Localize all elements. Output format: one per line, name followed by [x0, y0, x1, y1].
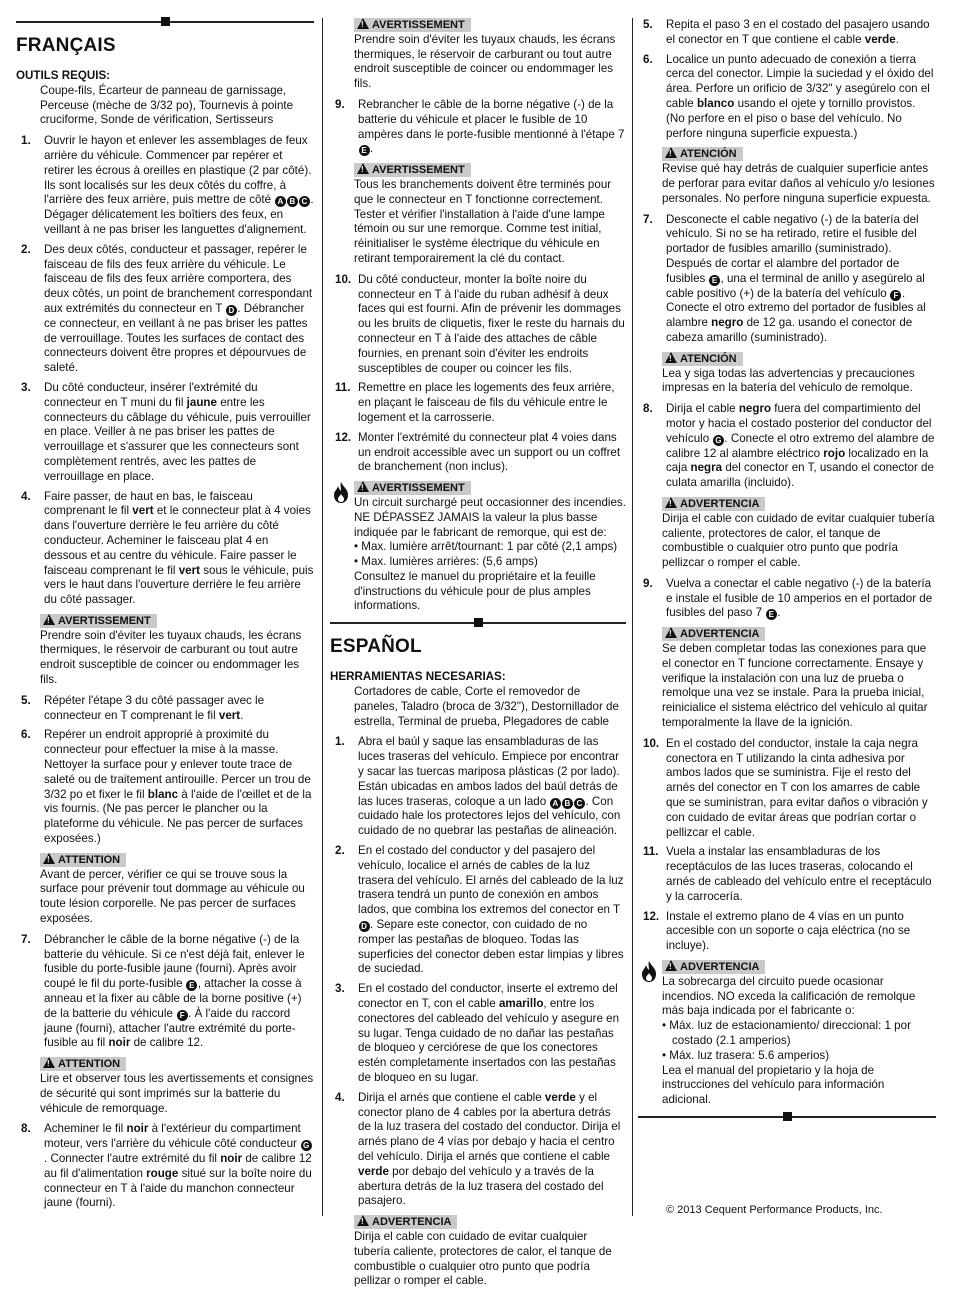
warning-icon: [665, 352, 677, 363]
warning-box: !AVERTISSEMENT Tous les branchements doivent être terminés pour que le connecteur en T fonctionne correctement. Tester et vérifier l'installation à l'aide d'une lampe témoin ou sur une remorque. Comme test initial, réinitialiser le système électrique du véhicule en retirant temporairement la clé du contact.: [354, 163, 626, 267]
step-10: 10. En el costado del conductor, instale la caja negra conectora en T utilizando la cinta adhesiva por ambos lados que se suministra. Fije el resto del arnés del conector en T con los amarres de cable que se suministran, para evitar daños o vibración y con cuidado de evitar áreas que podrían cortar o pellizcar el cable.: [643, 736, 928, 839]
step-9: 9. Rebrancher le câble de la borne négative (-) de la batterie du véhicule et placer le fusible de 10 ampères dans le porte-fusible mentionné à l'étape 7 E .: [335, 97, 625, 156]
step-11: 11. Vuela a instalar las ensambladuras de los receptáculos de las luces traseras, colocando el arnés de cableado del vehículo entre el receptáculo y la carrocería.: [643, 845, 932, 903]
warning-icon: [665, 627, 677, 638]
callout-g-icon: G: [713, 435, 724, 446]
tools-heading: OUTILS REQUIS:: [16, 69, 111, 82]
warning-icon: [43, 853, 55, 864]
step-3: 3. En el costado del conductor, inserte el extremo del conector en T, con el cable amarillo, entre los conectores del cableado del vehículo y asegure en su lugar. Tenga cuidado de no dañar las pestañas de bloqueo y cerciórese de que los conectores estén completamente insertados con las pestañas de bloqueo en su lugar.: [335, 982, 620, 1084]
warning-icon: [357, 18, 369, 29]
step-12: 12. Monter l'extrémité du connecteur plat 4 voies dans un endroit accessible avec un support ou un coffret de branchement (non inclus).: [335, 430, 621, 474]
step-10: 10. Du côté conducteur, monter la boîte noire du connecteur en T à l'aide du ruban adhésif à deux faces qui est fourni. Afin de prévenir les dommages ou les bruits de cliquetis, fixer le reste du harnais du connecteur en T à l'aide des attaches de câble fournies, en prenant soin d'éviter les endroits susceptibles de couper ou coincer les fils.: [335, 272, 625, 375]
step-11: 11. Remettre en place les logements des feux arrière, en plaçant le faisceau de fils du véhicule entre le logement et la carrosserie.: [335, 381, 615, 424]
callout-e-icon: E: [359, 145, 370, 156]
step-9: 9. Vuelva a conectar el cable negativo (-) de la batería e instale el fusible de 10 amperios en el portador de fusibles del paso 7 E .: [643, 576, 933, 620]
section-rule: [330, 622, 626, 624]
step-4: 4. Dirija el arnés que contiene el cable verde y el conector plano de 4 cables por la abertura detrás de la luz trasera del costado del conductor. Dirija el arnés plano de 4 vías por debajo y hacia el centro del vehículo. Dirija el arnés que contiene el cable verde por debajo del vehículo y a través de la abertura detrás de la luz trasera del costado del pasajero.: [335, 1090, 621, 1208]
step-5: 5. Répéter l'étape 3 du côté passager avec le connecteur en T comprenant le fil vert.: [21, 693, 265, 722]
fire-warning-box: !ADVERTENCIA La sobrecarga del circuito puede ocasionar incendios. NO exceda la calificación de remolque más baja indicada por el fabricante o: • Máx. luz de estacionamiento/ direccional: 1 por costado (2.1 amperios) • Máx. luz trasera: 5.6 amperios) Lea el manual del propietario y la hoja de instrucciones del vehículo para información adicional.: [662, 960, 936, 1108]
fire-warning-box: !AVERTISSEMENT Un circuit surchargé peut occasionner des incendies. NE DÉPASSEZ JAMAIS la valeur la plus basse indiquée par le fabricant de remorque, qui est de: • Max. lumière arrêt/tournant: 1 par côté (2,1 amps) • Max. lumières arrières: (5,6 amps) Consultez le manuel du propriétaire et la feuille d'instructions du véhicule pour de plus amples informations.: [354, 481, 626, 614]
warning-icon: [665, 497, 677, 508]
steps-list-spanish: [330, 735, 626, 1209]
callout-f-icon: F: [890, 290, 901, 301]
step-6: 6. Repérer un endroit approprié à proximité du connecteur pour effectuer la mise à la masse. Nettoyer la surface pour y enlever toute trace de saleté ou de traitement antirouille. Percer un trou de 3/32 po et fixer le fil blanc à l'aide de l'œillet et de la vis fournis. (Ne pas percer le plancher ou la plateforme du véhicule. Ne pas percer de surfaces exposées.): [21, 728, 312, 846]
callout-g-icon: G: [301, 1140, 312, 1151]
fire-icon: [638, 960, 660, 984]
tools-heading: HERRAMIENTAS NECESARIAS:: [330, 670, 506, 684]
tools-list: Cortadores de cable, Corte el removedor de paneles, Taladro (broca de 3/32"), Destornillador de estrella, Terminal de prueba, Plegadores de cable: [354, 685, 619, 728]
step-8: 8. Acheminer le fil noir à l'extérieur du compartiment moteur, vers l'arrière du véhicule côté conducteur G. Connecter l'autre extrémité du fil noir de calibre 12 au fil d'alimentation rouge situé sur la boîte noire du connecteur en T à l'aide du manchon connecteur jaune (fourni).: [21, 1122, 312, 1210]
callout-c-icon: C: [574, 798, 585, 809]
step-1: 1. Ouvrir le hayon et enlever les assemblages de feux arrière du véhicule. Commencer par repérer et retirer les écrous à oreilles en plastique (2 par côté). Ils sont localisés sur les deux côtés du coffre, à l'arrière des feux arrière, puis mettre de côté A B C . Dégager délicatement les boîtiers des feux, en veillant à ne pas briser les languettes d'alignement.: [21, 134, 314, 236]
section-title-french: FRANÇAIS: [16, 35, 116, 56]
section-rule: [16, 21, 314, 23]
step-4: 4. Faire passer, de haut en bas, le faisceau comprenant le fil vert et le connecteur plat à 4 voies dans l'ouverture derrière le feu arrière du côté conducteur. Acheminer le faisceau plat 4 en dessous et au centre du véhicule. Faire passer le faisceau comprenant le fil vert sous le véhicule, puis vers le haut dans l'ouverture derrière le feu arrière du côté passager.: [21, 489, 314, 607]
column-3: [638, 0, 936, 1235]
attention-box: !ATENCIÓN Lea y siga todas las advertencias y precauciones impresas en la batería del vehículo de remolque.: [662, 352, 936, 396]
warning-icon: [43, 1057, 55, 1068]
step-12: 12. Instale el extremo plano de 4 vías en un punto accesible con un soporte o caja eléctrica (no se incluye).: [643, 909, 911, 953]
fire-icon: [330, 481, 352, 505]
warning-icon: [357, 481, 369, 492]
attention-box: !ATENCIÓN Revise qué hay detrás de cualquier superficie antes de perforar para evitar daños al vehículo y/o lesiones personales. No perfore ninguna superficie expuesta.: [662, 147, 936, 206]
column-1: [16, 0, 314, 1235]
attention-box: !ATTENTION Avant de percer, vérifier ce qui se trouve sous la surface pour prévenir tout dommage au véhicule ou toute lésion corporelle. Ne pas percer de surfaces exposées.: [40, 853, 314, 927]
callout-a-icon: A: [275, 196, 286, 207]
column-2: [330, 0, 626, 1288]
callout-c-icon: C: [299, 196, 310, 207]
callout-a-icon: A: [550, 798, 561, 809]
warning-box: !AVERTISSEMENT Prendre soin d'éviter les tuyaux chauds, les écrans thermiques, le réservoir de carburant ou tout autre endroit susceptible de coincer ou endommager les fils.: [354, 18, 626, 92]
tools-list: Coupe-fils, Écarteur de panneau de garnissage, Perceuse (mèche de 3/32 po), Tournevis à pointe cruciforme, Sonde de vérification, Sertisseurs: [40, 83, 294, 127]
warning-icon: [357, 1215, 369, 1226]
warning-icon: [43, 614, 55, 625]
callout-b-icon: B: [562, 798, 573, 809]
callout-d-icon: D: [359, 921, 370, 932]
column-divider-1: [322, 18, 323, 1216]
warning-icon: [357, 163, 369, 174]
callout-b-icon: B: [287, 196, 298, 207]
callout-e-icon: E: [709, 275, 720, 286]
section-rule: [638, 1116, 936, 1118]
callout-d-icon: D: [226, 305, 237, 316]
warning-box: !ADVERTENCIA Dirija el cable con cuidado de evitar cualquier tubería caliente, protectores de calor, el tanque de combustible o cualquier otro punto que podría pellizar o romper el cable.: [354, 1215, 626, 1289]
warning-box: !ADVERTENCIA Se deben completar todas las conexiones para que el conector en T funcione correctamente. Ensaye y verifique la instalación con una luz de prueba o remolque una vez se instale. Para la prueba inicial, reinicialice el sistema eléctrico del vehículo al quitar temporalmente la llave de la ignición.: [662, 627, 936, 731]
column-divider-2: [632, 18, 633, 1216]
step-7: 7. Desconecte el cable negativo (-) de la batería del vehículo. Si no se ha retirado, retire el fusible del portador de fusibles amarillo (suministrado). Después de cortar el alambre del portador de fusibles E , una el terminal de anillo y asegúrelo al cable positivo (+) de la batería del vehículo F . Conecte el otro extremo del portador de fusibles al alambre negro de 12 ga. usando el conector de cabeza amarillo (suministrado).: [643, 212, 926, 344]
step-6: 6. Localice un punto adecuado de conexión a tierra cerca del conector. Limpie la suciedad y el óxido del área. Perfore un orificio de 3/32" y asegúrelo con el cable blanco usando el ojete y tornillo provistos. (No perfore en el piso o base del vehículo. No perfore ninguna superficie expuesta.): [643, 52, 934, 140]
step-7: 7. Débrancher le câble de la borne négative (-) de la batterie du véhicule. Si ce n'est déjà fait, enlever le fusible du porte-fusible jaune (fourni). Après avoir coupé le fil du porte-fusible E , attacher la cosse à anneau et la fixer au câble de la borne positive (+) de la batterie du véhicule F . À l'aide du raccord jaune (fourni), attacher l'autre extrémité du porte-fusible au fil noir de calibre 12.: [21, 932, 305, 1050]
callout-e-icon: E: [766, 609, 777, 620]
section-title-spanish: ESPAÑOL: [330, 636, 422, 658]
step-1: 1. Abra el baúl y saque las ensambladuras de las luces traseras del vehículo. Empiece por encontrar y sacar las tuercas mariposa plásticas (2 por lado). Están ubicadas en ambos lados del baúl detrás de las luces traseras, coloque a un lado A B C . Con cuidado hale los protectores lejos del vehículo, con cuidado de no quebrar las pestañas de alineación.: [335, 735, 621, 838]
warning-box: !AVERTISSEMENT Prendre soin d'éviter les tuyaux chauds, les écrans thermiques, le réservoir de carburant ou tout autre endroit susceptible de coincer ou endommager les fils.: [40, 614, 314, 688]
step-8: 8. Dirija el cable negro fuera del compartimiento del motor y hacia el costado posterior del conductor del vehículo G . Conecte el otro extremo del alambre de calibre 12 al alambre eléctrico rojo localizado en la caja negra del conector en T, usando el conector de culata amarilla (incluido).: [643, 402, 935, 490]
warning-icon: [665, 147, 677, 158]
callout-e-icon: E: [186, 980, 197, 991]
step-2: 2. Des deux côtés, conducteur et passager, repérer le faisceau de fils des feux arrière du véhicule. Le faisceau de fils des feux arrière comportera, des deux côtés, un point de branchement correspondant aux extrémités du connecteur en T D . Débrancher ce connecteur, en veillant à ne pas briser les pattes de verrouillage. Toutes les surfaces de contact des connecteurs doivent être propres et dépourvues de saleté.: [21, 242, 313, 375]
step-5: 5. Repita el paso 3 en el costado del pasajero usando el conector en T que contiene el cable verde.: [643, 18, 930, 46]
copyright-text: © 2013 Cequent Performance Products, Inc.: [666, 1204, 883, 1216]
attention-box: !ATTENTION Lire et observer tous les avertissements et consignes de sécurité qui sont imprimés sur la batterie du véhicule de remorquage.: [40, 1057, 314, 1116]
warning-icon: [665, 960, 677, 971]
callout-f-icon: F: [177, 1010, 188, 1021]
warning-box: !ADVERTENCIA Dirija el cable con cuidado de evitar cualquier tubería caliente, protectores de calor, el tanque de combustible o cualquier otro punto que podría pellizcar o romper el cable.: [662, 497, 936, 571]
steps-list-french: [16, 134, 314, 608]
step-2: 2. En el costado del conductor y del pasajero del vehículo, localice el arnés de cables de la luz trasera del vehículo. El arnés del cableado de la luz trasera tendrá un punto de conexión en ambos lados, que combina los extremos del conector en T D . Separe este conector, con cuidado de no romper las pestañas de bloqueo. Todas las superficies del conector deben estar limpias y libres de suciedad.: [335, 844, 624, 976]
step-3: 3. Du côté conducteur, insérer l'extrémité du connecteur en T muni du fil jaune entre les connecteurs du câblage du véhicule, puis verrouiller en place. Veiller à ne pas briser les pattes de verrouillage et s'assurer que les connecteurs sont complètement rentrés, avec les pattes de verrouillage en place.: [21, 380, 311, 483]
